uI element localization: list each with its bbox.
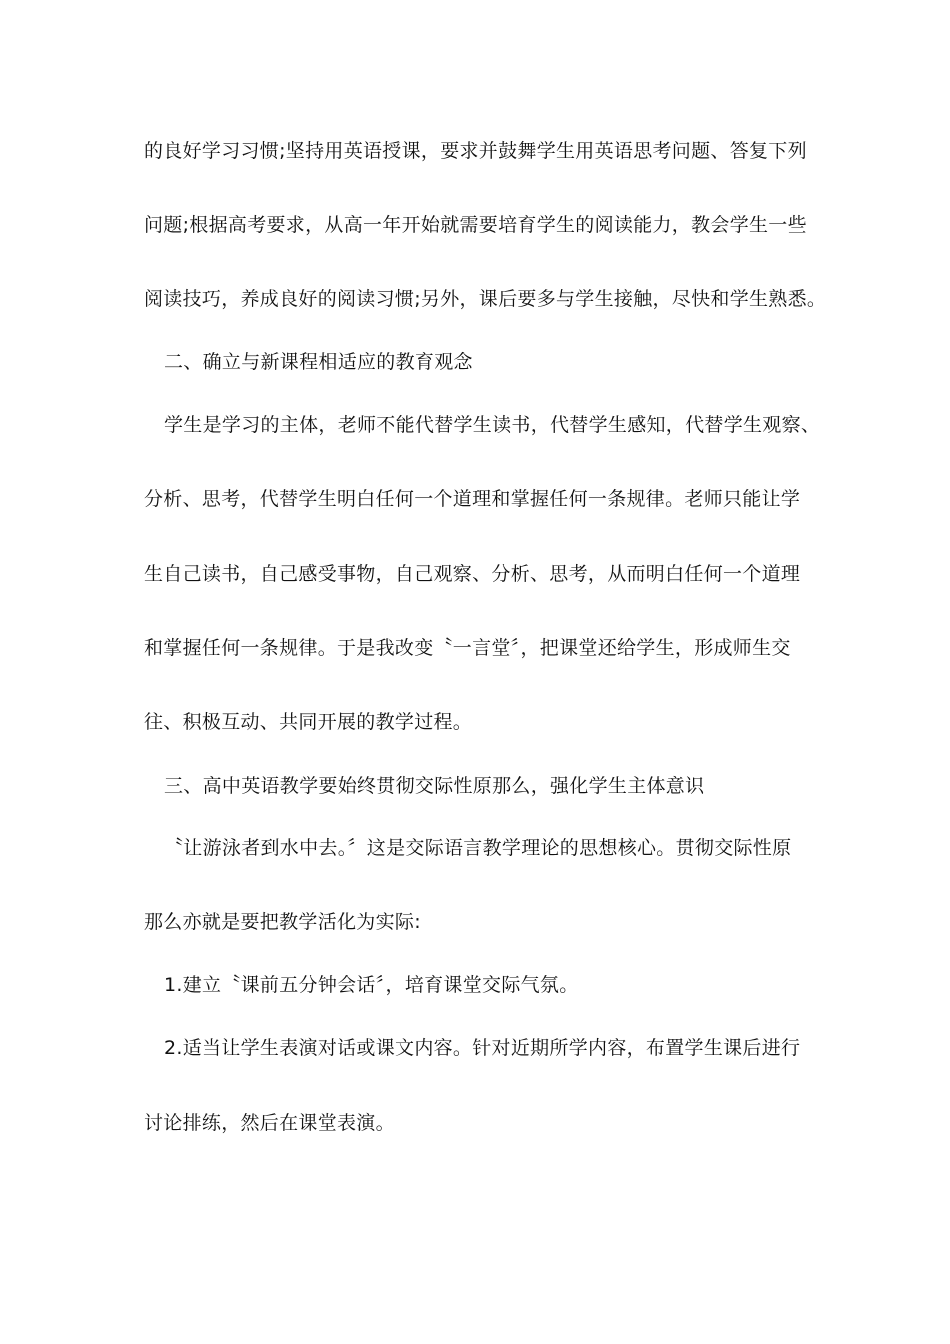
- section-heading: 三、高中英语教学要始终贯彻交际性原那么，强化学生主体意识: [164, 775, 705, 797]
- body-text-line: 往、积极互动、共同开展的教学过程。: [144, 711, 473, 733]
- list-item: 1.建立〝课前五分钟会话〞，培育课堂交际气氛。: [164, 974, 579, 996]
- body-text-line: 学生是学习的主体，老师不能代替学生读书，代替学生感知，代替学生观察、: [164, 414, 821, 436]
- section-heading: 二、确立与新课程相适应的教育观念: [164, 351, 473, 373]
- list-item: 2.适当让学生表演对话或课文内容。针对近期所学内容，布置学生课后进行: [164, 1037, 801, 1059]
- body-text-line: 生自己读书，自己感受事物，自己观察、分析、思考，从而明白任何一个道理: [144, 563, 801, 585]
- body-text-line: 〝让游泳者到水中去。〞这是交际语言教学理论的思想核心。贯彻交际性原: [164, 837, 792, 859]
- body-text-line: 那么亦就是要把教学活化为实际:: [144, 911, 421, 933]
- body-text-line: 的良好学习习惯;坚持用英语授课，要求并鼓舞学生用英语思考问题、答复下列: [144, 140, 807, 162]
- body-text-line: 讨论排练，然后在课堂表演。: [144, 1112, 395, 1134]
- body-text-line: 问题;根据高考要求，从高一年开始就需要培育学生的阅读能力，教会学生一些: [144, 214, 807, 236]
- body-text-line: 分析、思考，代替学生明白任何一个道理和掌握任何一条规律。老师只能让学: [144, 488, 801, 510]
- body-text-line: 和掌握任何一条规律。于是我改变〝一言堂〞，把课堂还给学生，形成师生交: [144, 637, 791, 659]
- body-text-line: 阅读技巧，养成良好的阅读习惯;另外，课后要多与学生接触，尽快和学生熟悉。: [144, 288, 827, 310]
